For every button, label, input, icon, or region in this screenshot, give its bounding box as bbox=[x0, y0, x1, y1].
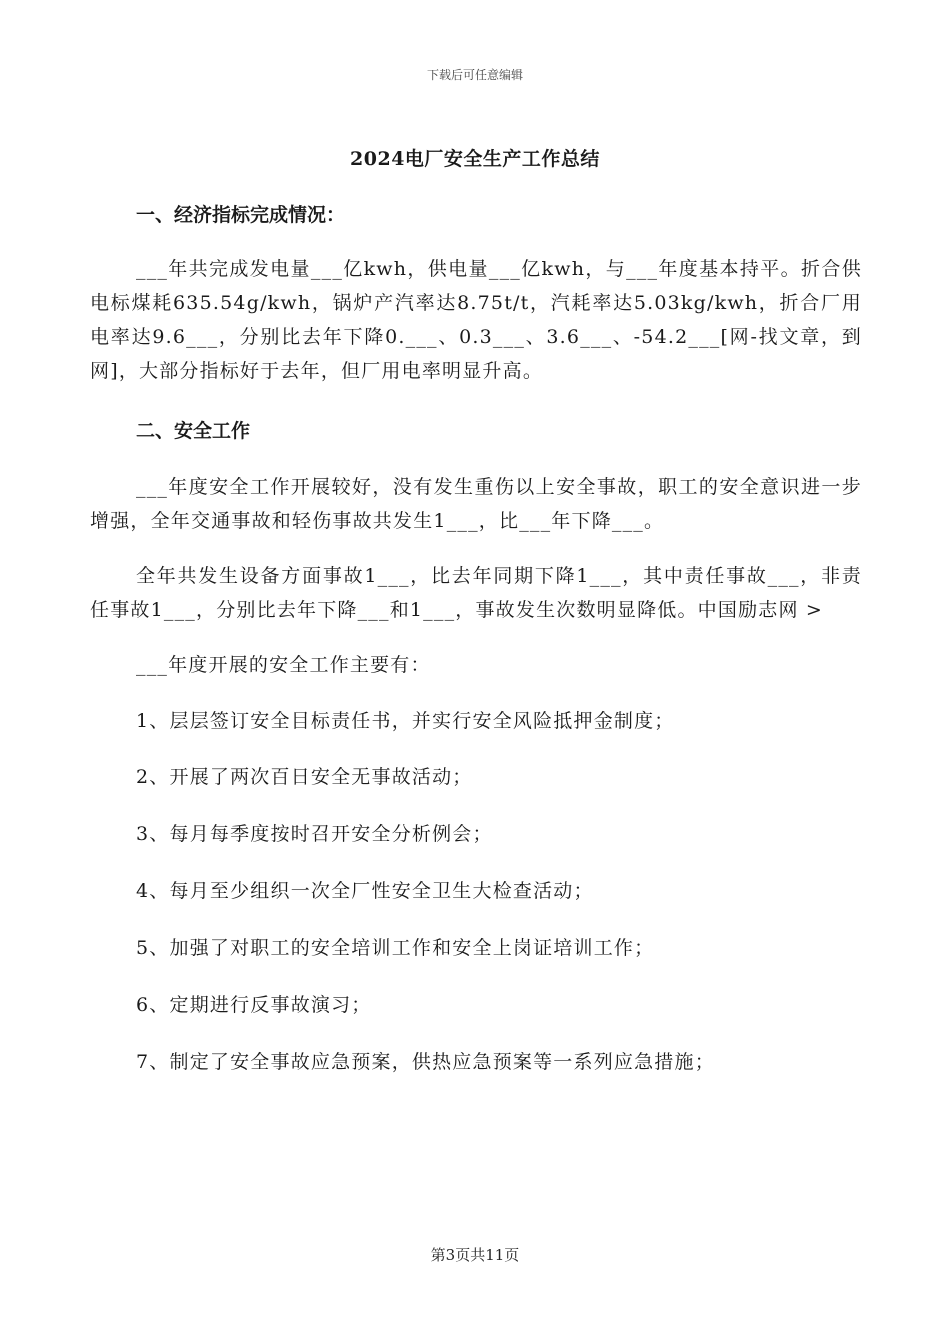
header-note: 下载后可任意编辑 bbox=[426, 68, 523, 82]
paragraph-safety-work-intro: ___年度开展的安全工作主要有： bbox=[136, 654, 431, 676]
list-item: 6、定期进行反事故演习； bbox=[136, 994, 372, 1016]
paragraph-economic-indicators: ___年共完成发电量___亿kwh，供电量___亿kwh，与___年度基本持平。折合供电标煤耗635.54g/kwh，锅炉产汽率达8.75t/t，汽耗率达5.03kg/kwh，折合厂用电率达9.6___，分别比去年下降0.___、0.3___、3.6___、-54.2___[网-找文章，到网]，大部分指标好于去年，但厂用电率明显升高。 bbox=[90, 258, 862, 382]
section-heading-economic: 一、经济指标完成情况： bbox=[136, 204, 346, 226]
list-item: 1、层层签订安全目标责任书，并实行安全风险抵押金制度； bbox=[136, 710, 675, 732]
paragraph-equipment-accidents: 全年共发生设备方面事故1___，比去年同期下降1___，其中责任事故___，非责任事故1___，分别比去年下降___和1___，事故发生次数明显降低。中国励志网 > bbox=[90, 565, 862, 621]
document-title: 2024电厂安全生产工作总结 bbox=[350, 148, 600, 170]
paragraph-safety-overview: ___年度安全工作开展较好，没有发生重伤以上安全事故，职工的安全意识进一步增强，全年交通事故和轻伤事故共发生1___，比___年下降___。 bbox=[90, 476, 862, 532]
list-item: 7、制定了安全事故应急预案，供热应急预案等一系列应急措施； bbox=[136, 1051, 715, 1073]
page-number: 第3页共11页 bbox=[430, 1246, 520, 1264]
list-item: 2、开展了两次百日安全无事故活动； bbox=[136, 766, 473, 788]
list-item: 4、每月至少组织一次全厂性安全卫生大检查活动； bbox=[136, 880, 594, 902]
section-heading-safety: 二、安全工作 bbox=[136, 420, 251, 442]
list-item: 3、每月每季度按时召开安全分析例会； bbox=[136, 823, 493, 845]
list-item: 5、加强了对职工的安全培训工作和安全上岗证培训工作； bbox=[136, 937, 655, 959]
document-body bbox=[90, 198, 862, 1079]
